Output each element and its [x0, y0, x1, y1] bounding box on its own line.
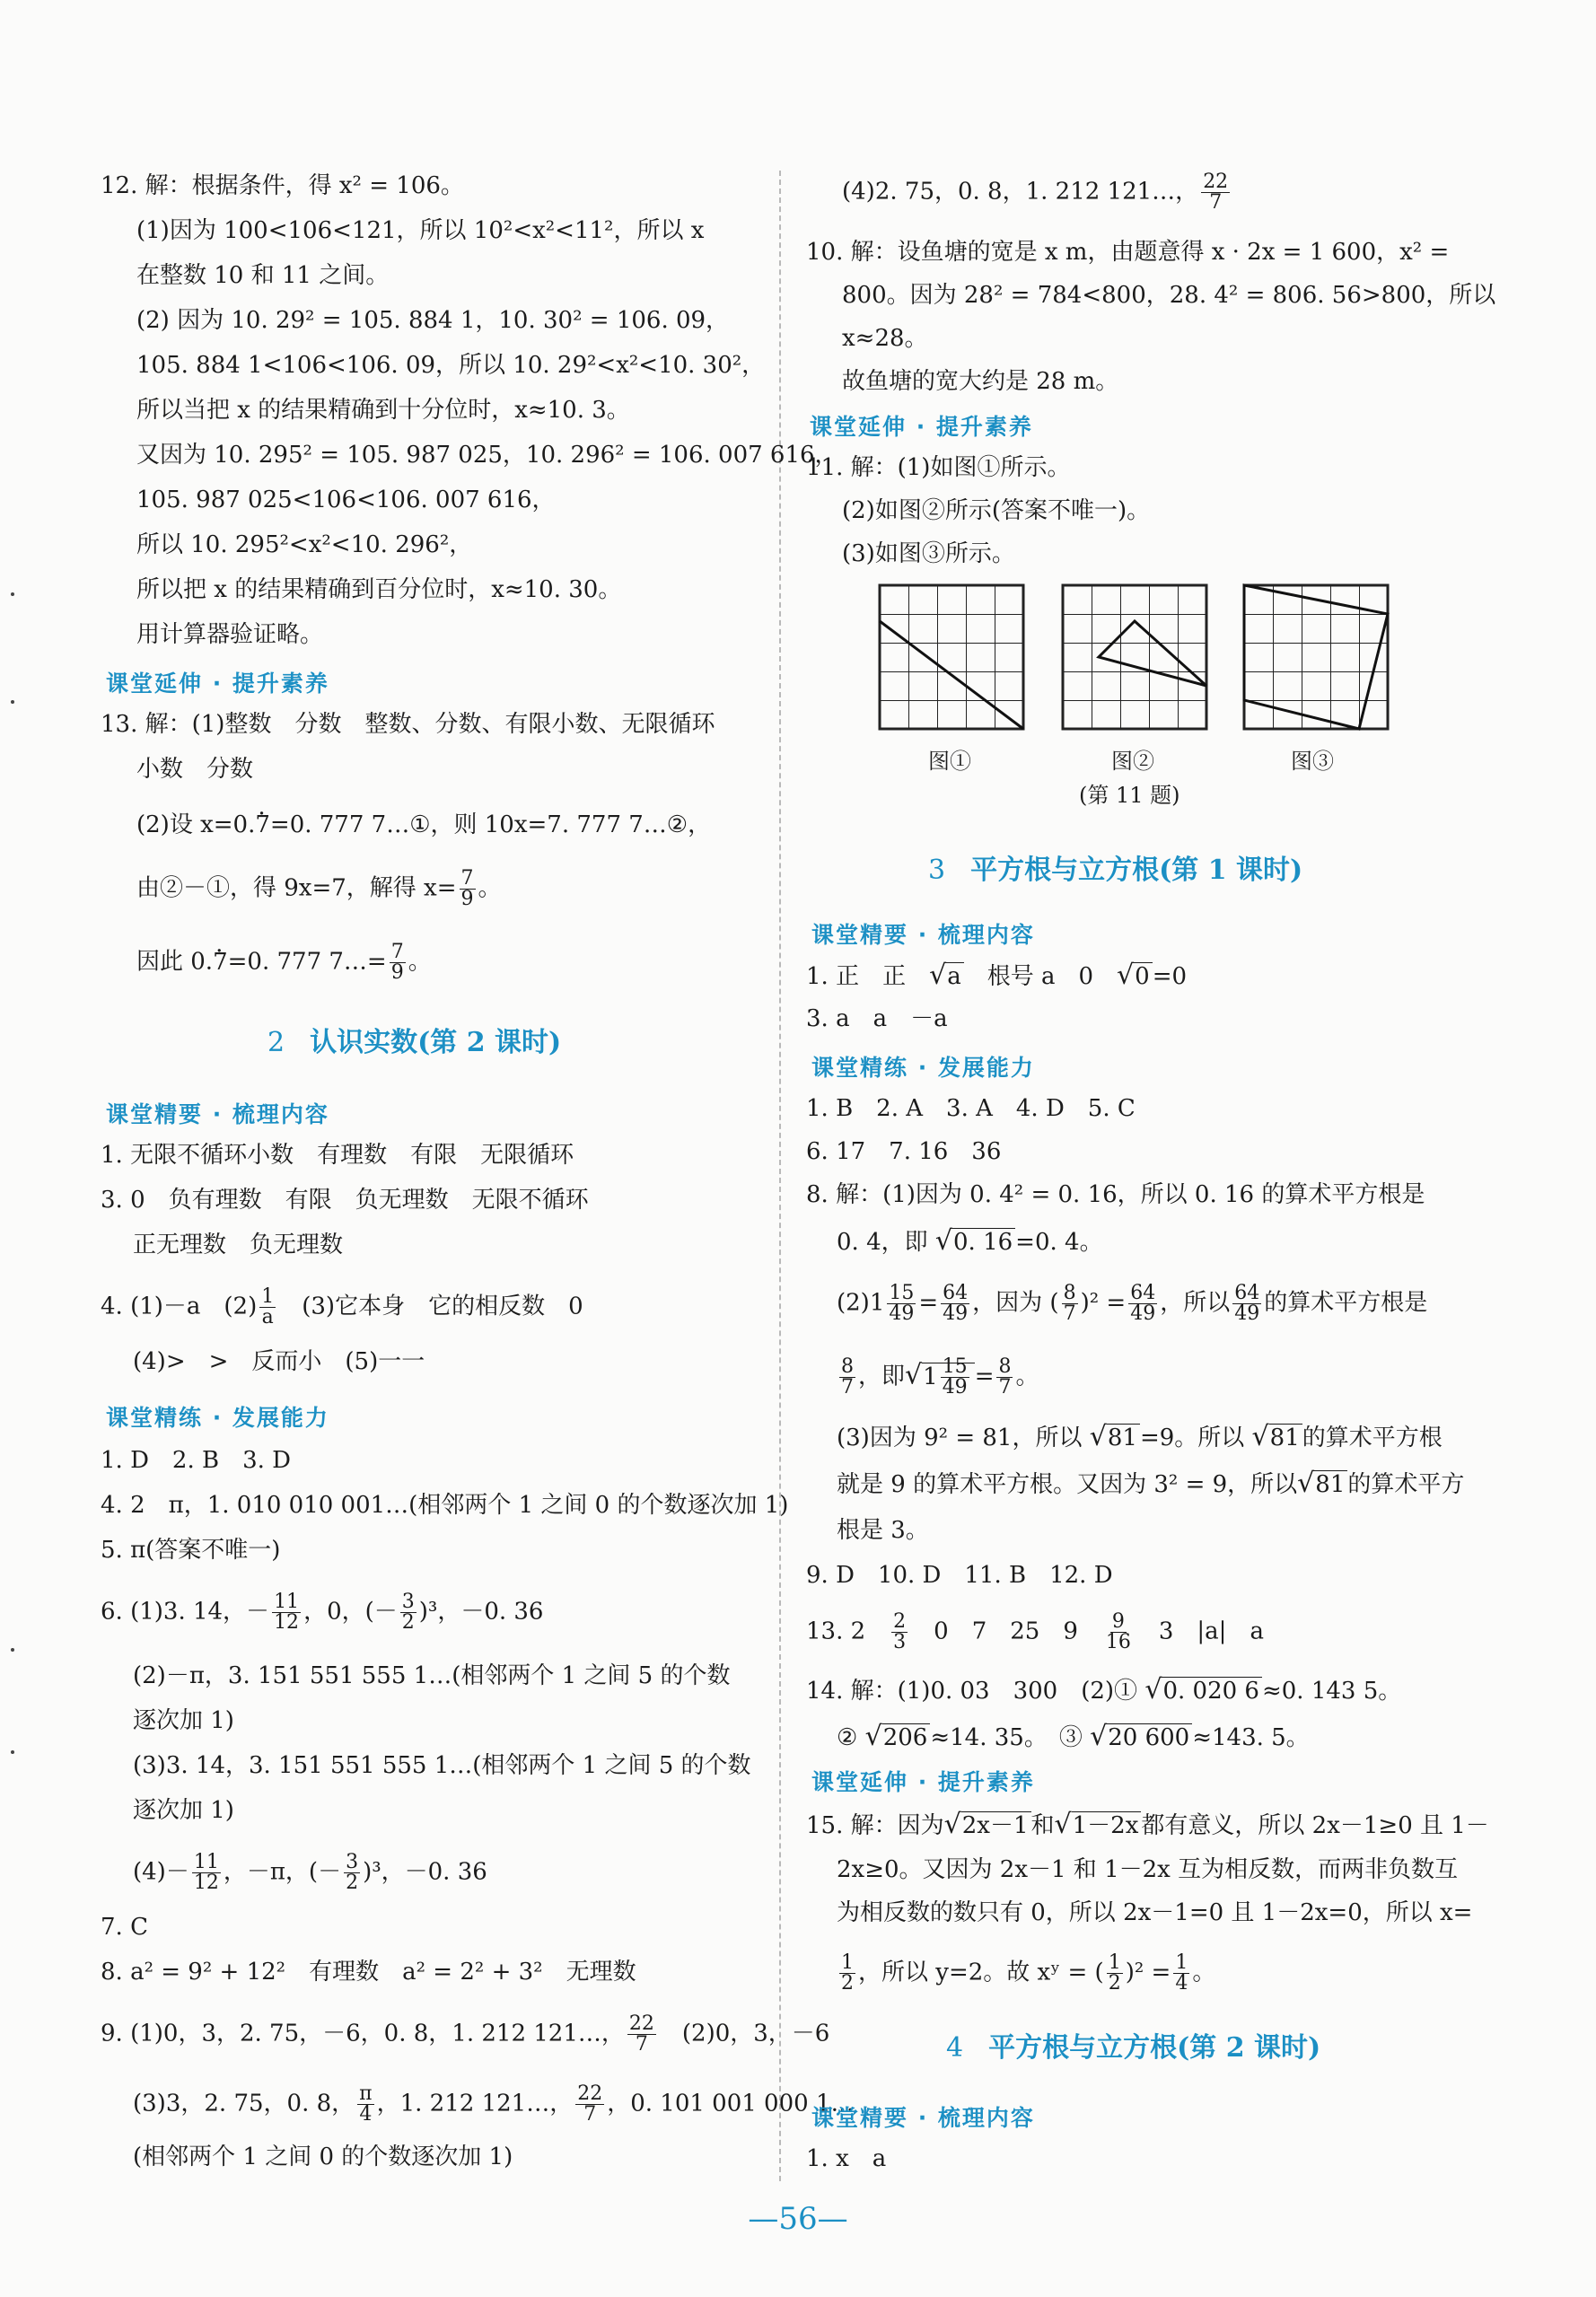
lesson-title-2: 2 认识实数(第 2 课时): [267, 1027, 562, 1058]
practice-8-line-1: 8. 解：(1)因为 0. 4² = 0. 16，所以 0. 16 的算术平方根是: [806, 1181, 1425, 1208]
q12-line-11: 用计算器验证略。: [136, 621, 324, 648]
practice-6-3-cont: 逐次加 1): [133, 1797, 234, 1824]
q9-4: (4)2. 75，0. 8，1. 212 121…， $\frac{22}{7}$: [842, 171, 1229, 214]
answer-4-cont: (4)> > 反而小 (5)一一: [133, 1348, 425, 1375]
q12-line-6: 所以当把 x 的结果精确到十分位时，x≈10. 3。: [136, 397, 630, 424]
practice-4: 4. 2 π，1. 010 010 001…(相邻两个 1 之间 0 的个数逐次加 1): [101, 1492, 789, 1519]
section-heading: 课堂延伸 · 提升素养: [810, 414, 1033, 440]
column-divider: [779, 171, 781, 2181]
q12-line-10: 所以把 x 的结果精确到百分位时，x≈10. 30。: [136, 576, 622, 603]
practice-6-1: 6. (1)3. 14，－ $\frac{11}{12}$ ，0，(－ $\frac{3}{2}$ )³，－0. 36: [101, 1591, 544, 1634]
q12-line-5: 105. 884 1<106<106. 09，所以 10. 29²<x²<10. 30²，: [136, 352, 766, 379]
q12-line-4: (2) 因为 10. 29² = 105. 884 1，10. 30² = 106. 09，: [136, 307, 730, 334]
q11-line-2: (2)如图②所示(答案不唯一)。: [842, 497, 1151, 524]
lesson-title-3: 3 平方根与立方根(第 1 课时): [928, 855, 1303, 886]
repeating-digit: . 7: [213, 949, 228, 976]
practice-8-line-5: (3)因为 9² = 81，所以 √81 =9。所以 √81 的算术平方根: [837, 1421, 1443, 1452]
margin-mark: [11, 1750, 14, 1754]
practice-1-5: 1. B 2. A 3. A 4. D 5. C: [806, 1095, 1136, 1122]
repeating-digit: . 7: [255, 811, 270, 838]
q10-line-3: x≈28。: [842, 325, 928, 352]
practice-6-2-cont: 逐次加 1): [133, 1707, 234, 1734]
figure-1-label: 图①: [928, 749, 971, 774]
practice-15-line-4: $\frac{1}{2}$ ，所以 y=2。故 xʸ = ( $\frac{1}{2}$ )² = $\frac{1}{4}$ 。: [841, 1951, 1216, 1995]
fraction: $\frac{7}{9}$: [390, 941, 404, 984]
q13-line-5: 因此 0.. 7=0. 777 7…= $\frac{7}{9}$ 。: [136, 942, 432, 983]
practice-8: 8. a² = 9² + 12² 有理数 a² = 2² + 3² 无理数: [101, 1959, 636, 1986]
practice-14-line-1: 14. 解：(1)0. 03 300 (2)① √0. 020 6 ≈0. 143 5。: [806, 1674, 1402, 1705]
figure-caption: (第 11 题): [1079, 783, 1180, 808]
q13-line-4: 由②－①，得 9x=7，解得 x= $\frac{7}{9}$ 。: [136, 867, 502, 910]
q12-line-7: 又因为 10. 295² = 105. 987 025，10. 296² = 106. 007 616，: [136, 442, 838, 469]
q13-line-1: 13. 解：(1)整数 分数 整数、分数、有限小数、无限循环: [101, 711, 715, 738]
section-heading: 课堂精要 · 梳理内容: [811, 2105, 1035, 2131]
fraction: $\frac{7}{9}$: [460, 867, 474, 910]
practice-8-line-6: 就是 9 的算术平方根。又因为 3² = 9，所以√81 的算术平方: [837, 1468, 1465, 1499]
practice-9-3: (3)3，2. 75，0. 8， $\frac{\pi}{4}$ ，1. 212 121…， $\frac{22}{7}$ ，0. 101 001 000 1…: [133, 2082, 855, 2126]
section-heading: 课堂精练 · 发展能力: [106, 1405, 329, 1431]
answer-1: 1. 无限不循环小数 有理数 有限 无限循环: [101, 1142, 574, 1169]
margin-mark: [11, 1648, 14, 1652]
margin-mark: [11, 592, 14, 596]
q13-line-2: 小数 分数: [136, 756, 254, 783]
fraction: $\frac{3}{2}$: [346, 1851, 359, 1894]
section-heading: 课堂延伸 · 提升素养: [106, 671, 329, 697]
practice-6-7: 6. 17 7. 16 36: [806, 1138, 1002, 1165]
practice-6-3: (3)3. 14，3. 151 551 555 1…(相邻两个 1 之间 5 的个数: [133, 1752, 751, 1779]
figure-3-label: 图③: [1291, 749, 1334, 774]
q10-line-1: 10. 解：设鱼塘的宽是 x m，由题意得 x · 2x = 1 600，x² =: [806, 239, 1450, 266]
q11-line-1: 11. 解：(1)如图①所示。: [806, 454, 1071, 481]
page-number: —56—: [748, 2201, 848, 2237]
grid-figure-2: [1063, 585, 1206, 729]
fraction: $\frac{\pi}{4}$: [359, 2082, 373, 2126]
q12-line-8: 105. 987 025<106<106. 007 616，: [136, 487, 556, 513]
practice-8-line-3: (2)1 $\frac{15}{49}$ = $\frac{64}{49}$ ，因为 ( $\frac{8}{7}$ )² = $\frac{64}{49}$ ，所以 $\frac{64}{49}$ 的算术平方根是: [837, 1282, 1428, 1325]
section-heading: 课堂精要 · 梳理内容: [106, 1101, 329, 1127]
lesson-title-4: 4 平方根与立方根(第 2 课时): [946, 2032, 1321, 2064]
practice-8-line-7: 根是 3。: [837, 1517, 929, 1544]
answer-1: 1. x a: [806, 2145, 887, 2172]
section-heading: 课堂精练 · 发展能力: [811, 1055, 1035, 1081]
grid-figure-1: [880, 585, 1023, 729]
answer-3: 3. 0 负有理数 有限 负无理数 无限不循环: [101, 1187, 589, 1214]
practice-13: 13. 2 $\frac{2}{3}$ 0 7 25 9 $\frac{9}{16}$ 3 |a| a: [806, 1610, 1264, 1653]
margin-mark: [11, 700, 14, 704]
fraction: $\frac{22}{7}$: [577, 2082, 603, 2126]
practice-14-line-2: ② √206 ≈14. 35。 ③ √20 600 ≈143. 5。: [837, 1721, 1310, 1752]
answer-3-cont: 正无理数 负无理数: [133, 1232, 344, 1258]
q11-grid-figures: [873, 582, 1402, 740]
answer-1: 1. 正 正 √a 根号 a 0 √0 =0: [806, 960, 1188, 991]
practice-5: 5. π(答案不唯一): [101, 1537, 281, 1564]
practice-7: 7. C: [101, 1914, 148, 1941]
section-heading: 课堂精要 · 梳理内容: [811, 922, 1035, 948]
q12-line-3: 在整数 10 和 11 之间。: [136, 262, 390, 289]
fraction: $\frac{3}{2}$: [401, 1591, 415, 1634]
answer-3: 3. a a －a: [806, 1005, 948, 1032]
practice-8-line-4: $\frac{8}{7}$ ，即√1 $\frac{15}{49}$ = $\frac{8}{7}$ 。: [841, 1355, 1039, 1398]
practice-6-2: (2)－π，3. 151 551 555 1…(相邻两个 1 之间 5 的个数: [133, 1662, 731, 1689]
practice-15-line-1: 15. 解：因为√2x－1 和√1－2x 都有意义，所以 2x－1≥0 且 1－: [806, 1809, 1489, 1840]
answer-4: 4. (1)－a (2) $\frac{1}{a}$ (3)它本身 它的相反数 0: [101, 1285, 583, 1328]
practice-8-line-2: 0. 4，即 √0. 16 =0. 4。: [837, 1225, 1103, 1257]
practice-9-12: 9. D 10. D 11. B 12. D: [806, 1562, 1113, 1589]
q13-line-3: (2)设 x=0.. 7=0. 777 7…①，则 10x=7. 777 7…②，: [136, 810, 711, 840]
practice-9-1: 9. (1)0，3，2. 75，－6，0. 8，1. 212 121…， $\frac{22}{7}$ (2)0，3，－6: [101, 2012, 830, 2056]
grid-figure-3: [1244, 585, 1388, 729]
q12-line-9: 所以 10. 295²<x²<10. 296²，: [136, 531, 473, 558]
fraction: $\frac{11}{12}$: [274, 1591, 300, 1634]
practice-6-4: (4)－ $\frac{11}{12}$ ，－π，(－ $\frac{3}{2}$ )³，－0. 36: [133, 1851, 487, 1894]
practice-15-line-2: 2x≥0。又因为 2x－1 和 1－2x 互为相反数，而两非负数互: [837, 1856, 1459, 1883]
practice-1-3: 1. D 2. B 3. D: [101, 1447, 292, 1474]
q10-line-2: 800。因为 28² = 784<800，28. 4² = 806. 56>800，所以: [842, 282, 1496, 309]
q12-line-1: 12. 解：根据条件，得 x² = 106。: [101, 172, 464, 199]
q12-line-2: (1)因为 100<106<121，所以 10²<x²<11²，所以 x: [136, 217, 705, 244]
practice-15-line-3: 为相反数的数只有 0，所以 2x－1=0 且 1－2x=0，所以 x=: [837, 1899, 1473, 1926]
q10-line-4: 故鱼塘的宽大约是 28 m。: [842, 368, 1119, 395]
figure-2-label: 图②: [1111, 749, 1154, 774]
fraction: $\frac{22}{7}$: [1203, 171, 1229, 214]
q11-line-3: (3)如图③所示。: [842, 540, 1015, 567]
section-heading: 课堂延伸 · 提升素养: [811, 1769, 1035, 1795]
fraction: $\frac{22}{7}$: [628, 2012, 654, 2056]
fraction: $\frac{11}{12}$: [193, 1851, 219, 1894]
fraction: $\frac{1}{a}$: [261, 1285, 275, 1328]
practice-9-3-cont: (相邻两个 1 之间 0 的个数逐次加 1): [133, 2144, 513, 2170]
